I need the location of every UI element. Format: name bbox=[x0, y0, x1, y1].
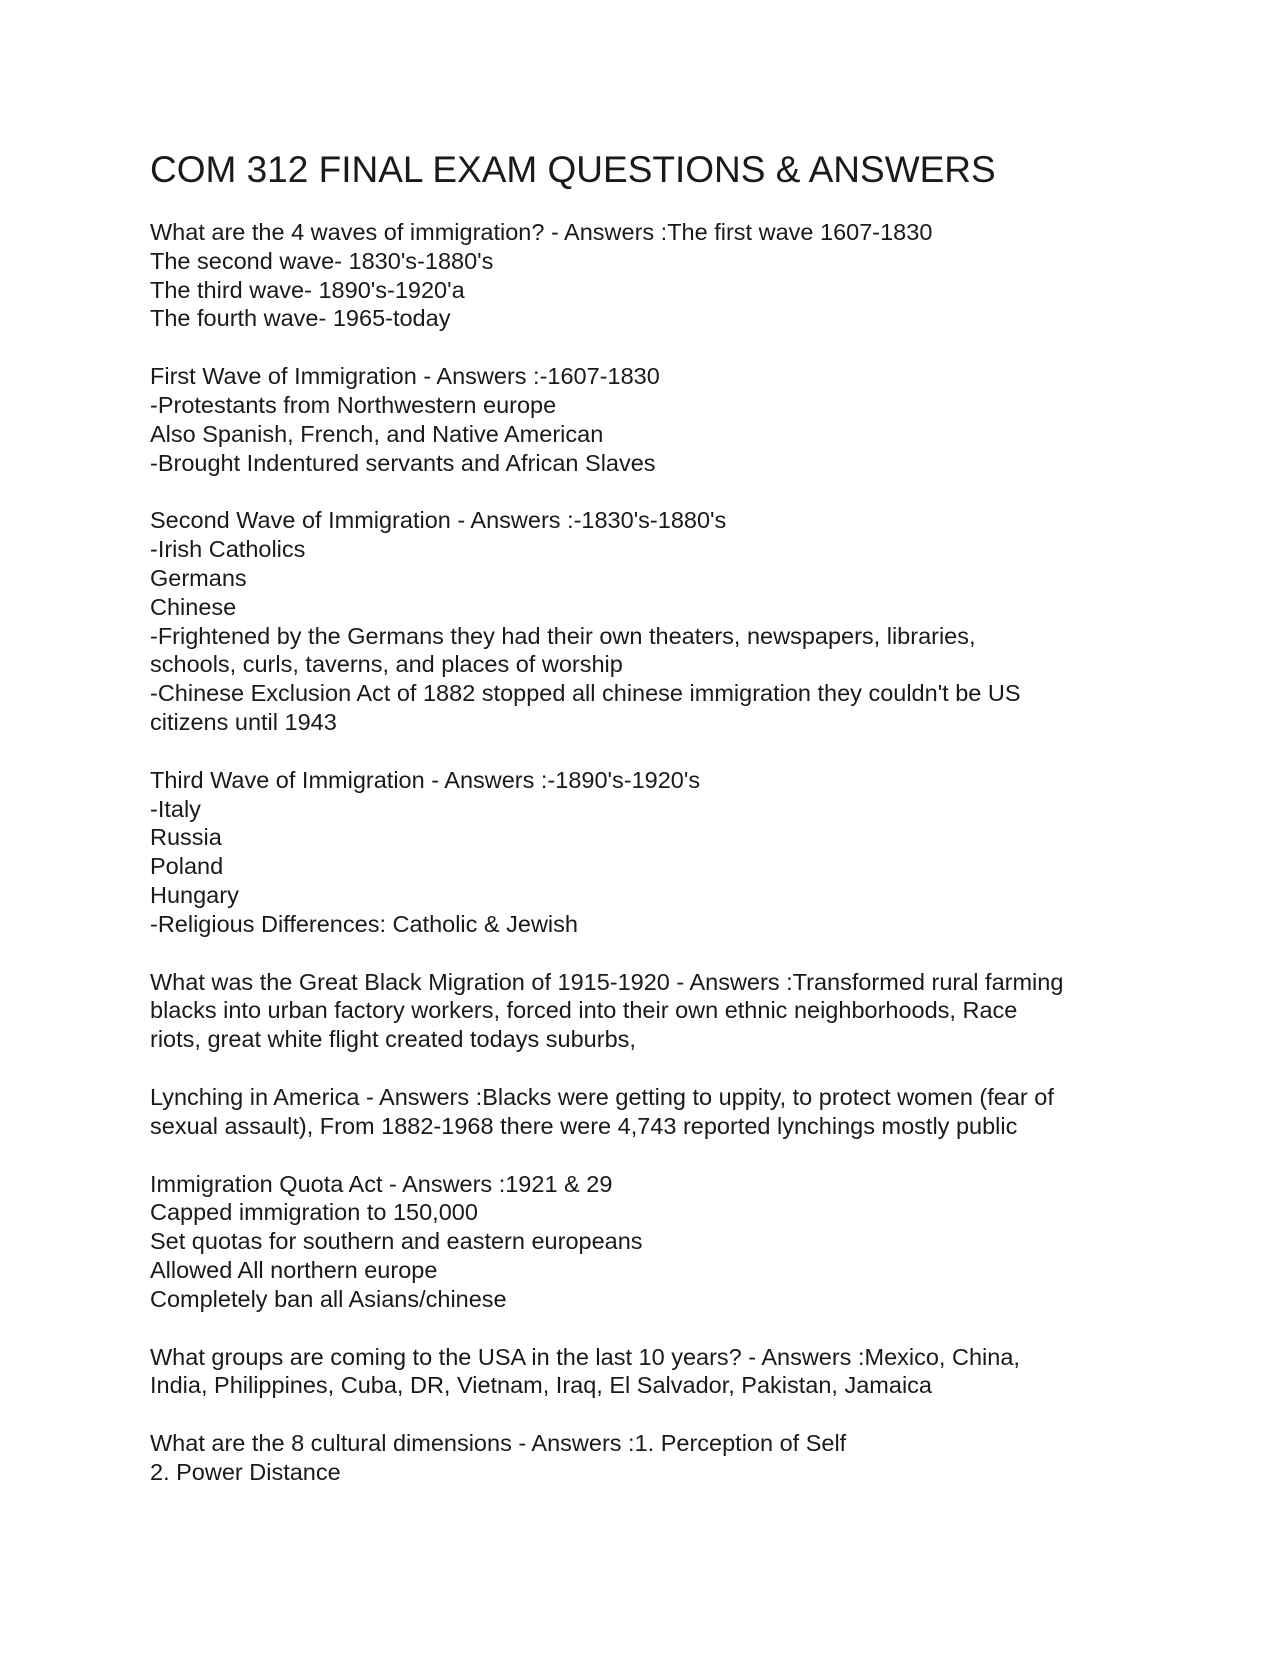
qa-answer-line: citizens until 1943 bbox=[150, 708, 337, 735]
qa-answer-line: sexual assault), From 1882-1968 there were 4,743 reported lynchings mostly public bbox=[150, 1112, 1018, 1139]
qa-answer-line: -Protestants from Northwestern europe bbox=[150, 391, 557, 418]
qa-answer-line: Hungary bbox=[150, 881, 239, 908]
qa-answer-line: 2. Power Distance bbox=[150, 1458, 341, 1485]
qa-answer-line: -Brought Indentured servants and African Slaves bbox=[150, 449, 656, 476]
qa-block bbox=[150, 1429, 1160, 1487]
qa-answer-line: blacks into urban factory workers, forced into their own ethnic neighborhoods, Race bbox=[150, 997, 1018, 1024]
qa-block bbox=[150, 1343, 1160, 1401]
qa-answer-line: Also Spanish, French, and Native American bbox=[150, 420, 604, 447]
qa-list bbox=[150, 218, 1160, 1487]
qa-answer-line: Chinese bbox=[150, 593, 237, 620]
qa-answer-line: -Italy bbox=[150, 795, 201, 822]
qa-answer-line: -Irish Catholics bbox=[150, 536, 306, 563]
qa-answer-line: The second wave- 1830's-1880's bbox=[150, 247, 494, 274]
qa-answer-line: -Chinese Exclusion Act of 1882 stopped all chinese immigration they couldn't be US bbox=[150, 680, 1021, 707]
qa-question-line: What are the 4 waves of immigration? - Answers :The first wave 1607-1830 bbox=[150, 219, 933, 245]
qa-answer-line: Completely ban all Asians/chinese bbox=[150, 1285, 507, 1312]
qa-block bbox=[150, 1083, 1160, 1141]
qa-block bbox=[150, 218, 1160, 333]
qa-answer-line: riots, great white flight created todays suburbs, bbox=[150, 1026, 636, 1053]
document-content bbox=[150, 146, 1160, 1516]
qa-answer-line: The third wave- 1890's-1920'a bbox=[150, 276, 465, 303]
qa-answer-line: Set quotas for southern and eastern europeans bbox=[150, 1228, 643, 1255]
qa-question-line: Lynching in America - Answers :Blacks were getting to uppity, to protect women (fear of bbox=[150, 1083, 1054, 1110]
qa-answer-line: Poland bbox=[150, 853, 224, 880]
qa-question-line: What was the Great Black Migration of 1915-1920 - Answers :Transformed rural farming bbox=[150, 968, 1064, 995]
qa-answer-line: Germans bbox=[150, 564, 247, 591]
qa-question-line: What groups are coming to the USA in the last 10 years? - Answers :Mexico, China, bbox=[150, 1343, 1020, 1370]
qa-block bbox=[150, 362, 1160, 477]
qa-block bbox=[150, 1170, 1160, 1314]
qa-question-line: Third Wave of Immigration - Answers :-1890's-1920's bbox=[150, 766, 701, 793]
qa-block bbox=[150, 968, 1160, 1054]
page-title: COM 312 FINAL EXAM QUESTIONS & ANSWERS bbox=[150, 149, 996, 190]
qa-block bbox=[150, 766, 1160, 939]
qa-question-line: Immigration Quota Act - Answers :1921 & 29 bbox=[150, 1170, 613, 1197]
qa-answer-line: schools, curls, taverns, and places of worship bbox=[150, 651, 623, 678]
qa-question-line: Second Wave of Immigration - Answers :-1830's-1880's bbox=[150, 507, 727, 534]
qa-answer-line: -Religious Differences: Catholic & Jewish bbox=[150, 910, 578, 937]
qa-answer-line: -Frightened by the Germans they had their own theaters, newspapers, libraries, bbox=[150, 622, 976, 649]
qa-question-line: First Wave of Immigration - Answers :-1607-1830 bbox=[150, 363, 660, 390]
qa-answer-line: Allowed All northern europe bbox=[150, 1256, 438, 1283]
qa-answer-line: The fourth wave- 1965-today bbox=[150, 305, 451, 332]
qa-answer-line: Russia bbox=[150, 824, 222, 851]
qa-block bbox=[150, 506, 1160, 736]
qa-answer-line: India, Philippines, Cuba, DR, Vietnam, Iraq, El Salvador, Pakistan, Jamaica bbox=[150, 1372, 932, 1399]
qa-answer-line: Capped immigration to 150,000 bbox=[150, 1199, 478, 1226]
qa-question-line: What are the 8 cultural dimensions - Answers :1. Perception of Self bbox=[150, 1430, 847, 1457]
